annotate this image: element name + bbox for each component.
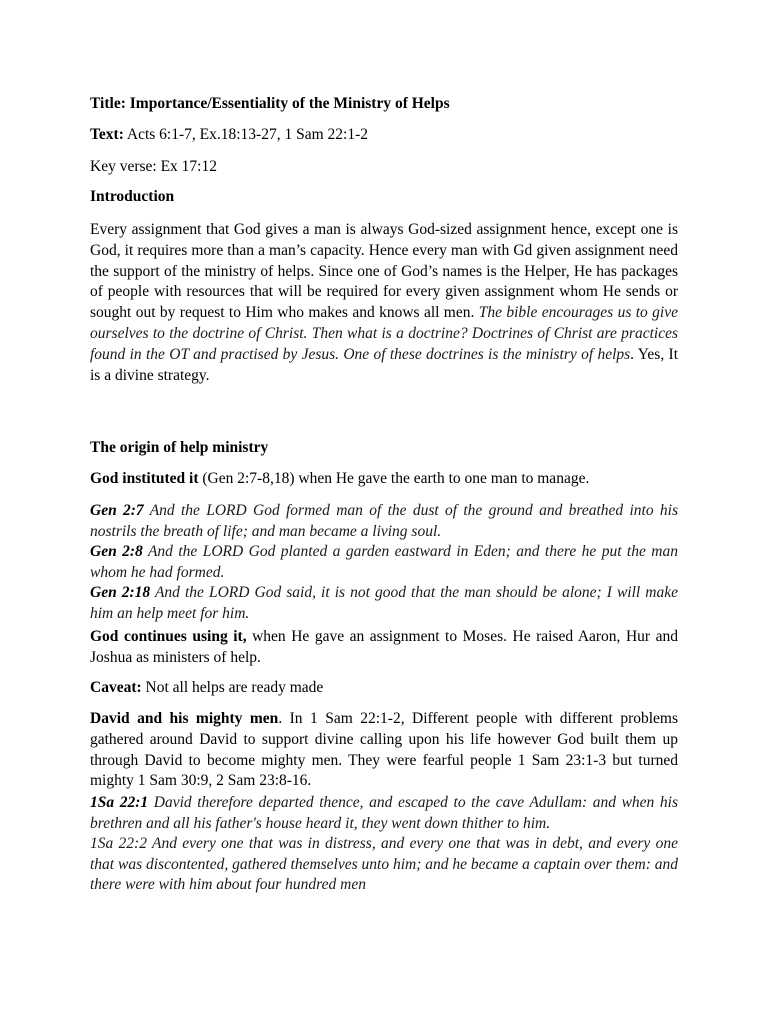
genesis-verses — [90, 501, 678, 625]
verse-text: David therefore departed thence, and escaped to the cave Adullam: and when his brethren and all his father's house heard it, they went down thither to him. — [90, 794, 678, 832]
text-references: Acts 6:1-7, Ex.18:13-27, 1 Sam 22:1-2 — [123, 126, 368, 143]
verse-ref: Gen 2:8 — [90, 543, 143, 561]
verse-text: And every one that was in distress, and every one that was in debt, and every one that was discontented, gathered themselves unto him; and he became a captain over them: and there were with him about four hundred men — [90, 835, 678, 894]
david-paragraph — [90, 709, 678, 792]
verse-ref: 1Sa 22:1 — [90, 794, 149, 811]
key-verse-line: Key verse: Ex 17:12 — [90, 158, 217, 175]
continues-text: when He gave an assignment to Moses. He raised Aaron, Hur and Joshua as ministers of help. — [90, 628, 678, 666]
verse-text: And the LORD God planted a garden eastward in Eden; and there he put the man whom he had formed. — [90, 543, 678, 581]
introduction-body: Every assignment that God gives a man is always God-sized assignment hence, except one is God, it requires more than a man’s capacity. Hence every man with Gd given assignment need the support of the ministry of helps. Since one of God’s names is the Helper, He has packages of people with resources that will be required for every given assignment whom He sends or sought out by request to Him who makes and knows all men. — [90, 221, 678, 322]
origin-heading: The origin of help ministry — [90, 439, 269, 456]
samuel-verses — [90, 793, 678, 896]
caveat-line — [90, 679, 323, 697]
verse-text: And the LORD God formed man of the dust of the ground and breathed into his nostrils the breath of life; and man became a living soul. — [90, 502, 679, 540]
instituted-label: God instituted it — [90, 470, 199, 487]
instituted-line — [90, 470, 589, 488]
verse-ref: Gen 2:7 — [90, 502, 144, 519]
document-title: Title: Importance/Essentiality of the Ministry of Helps — [90, 95, 450, 112]
text-references-line — [90, 126, 368, 144]
continues-paragraph — [90, 627, 678, 669]
text-label: Text: — [90, 126, 124, 143]
david-heading: David and his mighty men — [90, 710, 279, 727]
continues-label: God continues using it, — [90, 628, 247, 645]
instituted-text: (Gen 2:7-8,18) when He gave the earth to one man to manage. — [198, 470, 590, 487]
david-body: . In 1 Sam 22:1-2, Different people with different problems gathered around David to support divine calling upon his life however God built them up through David to become mighty men. They were fearful people 1 Sam 23:1-3 but turned mighty 1 Sam 30:9, 2 Sam 23:8-16. — [90, 710, 679, 790]
caveat-text: Not all helps are ready made — [141, 679, 324, 696]
verse-ref: 1Sa 22:2 — [90, 835, 147, 853]
introduction-italic-body: The bible encourages us to give ourselves to the doctrine of Christ. Then what is a doctrine? Doctrines of Christ are practices found in the OT and practised by Jesus. One of these doctrines is the ministry of helps — [90, 304, 678, 363]
caveat-label: Caveat: — [90, 679, 142, 696]
verse-text: And the LORD God said, it is not good that the man should be alone; I will make him an help meet for him. — [90, 584, 678, 622]
verse-ref: Gen 2:18 — [90, 584, 151, 602]
introduction-heading: Introduction — [90, 188, 175, 205]
introduction-tail: . Yes, It is a divine strategy. — [90, 345, 678, 384]
introduction-paragraph — [90, 220, 678, 386]
